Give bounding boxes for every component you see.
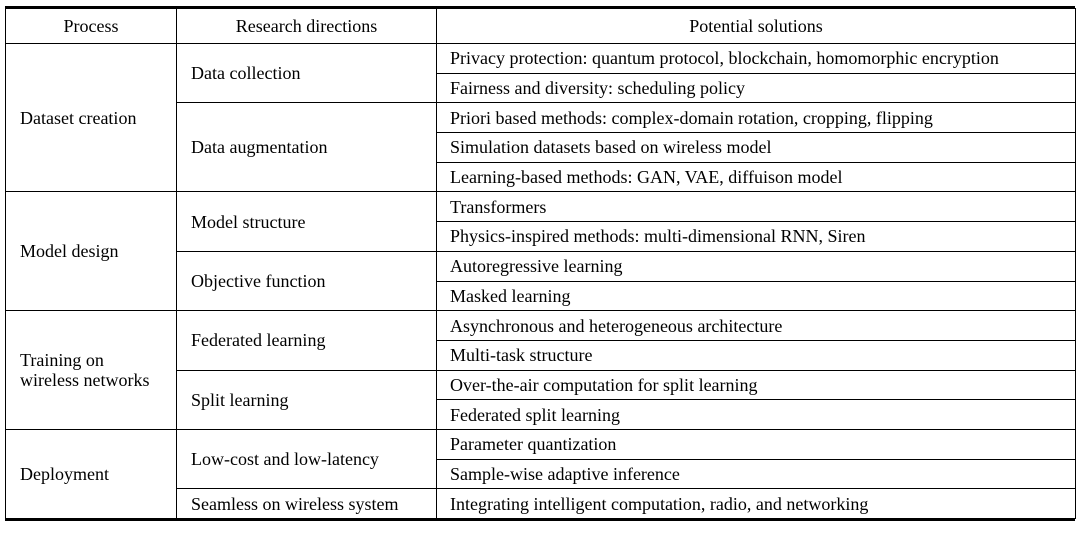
direction-cell: Seamless on wireless system [177,489,437,519]
process-line: wireless networks [20,370,150,391]
direction-cell: Federated learning [177,311,437,370]
solution-cell: Transformers [437,192,1076,222]
solution-cell: Privacy protection: quantum protocol, blockchain, homomorphic encryption [437,44,1076,74]
process-cell [6,311,177,430]
table-row [6,44,1076,74]
direction-cell: Data augmentation [177,103,437,192]
solution-cell: Integrating intelligent computation, radio, and networking [437,489,1076,519]
solution-cell: Parameter quantization [437,429,1076,459]
header-row [6,9,1076,44]
solution-cell: Federated split learning [437,400,1076,430]
direction-cell: Split learning [177,370,437,429]
table-wrapper [5,6,1075,521]
table-row [6,311,1076,341]
solution-cell: Over-the-air computation for split learning [437,370,1076,400]
header-research-directions: Research directions [177,9,437,44]
table-row [6,192,1076,222]
solution-cell: Physics-inspired methods: multi-dimensional RNN, Siren [437,222,1076,252]
header-process: Process [6,9,177,44]
process-cell: Deployment [6,429,177,518]
direction-cell: Objective function [177,251,437,310]
solution-cell: Multi-task structure [437,340,1076,370]
direction-cell: Data collection [177,44,437,103]
solution-cell: Masked learning [437,281,1076,311]
solution-cell: Priori based methods: complex-domain rotation, cropping, flipping [437,103,1076,133]
table-body [6,44,1076,519]
solution-cell: Asynchronous and heterogeneous architecture [437,311,1076,341]
table-header [6,9,1076,44]
solution-cell: Fairness and diversity: scheduling policy [437,73,1076,103]
header-potential-solutions: Potential solutions [437,9,1076,44]
solution-cell: Sample-wise adaptive inference [437,459,1076,489]
process-cell: Model design [6,192,177,311]
process-line: Training on [20,350,104,371]
research-directions-table [5,8,1076,519]
solution-cell: Learning-based methods: GAN, VAE, diffuison model [437,162,1076,192]
solution-cell: Autoregressive learning [437,251,1076,281]
process-cell: Dataset creation [6,44,177,192]
table-row [6,429,1076,459]
direction-cell: Low-cost and low-latency [177,429,437,488]
solution-cell: Simulation datasets based on wireless model [437,133,1076,163]
bottom-double-rule [5,519,1075,521]
direction-cell: Model structure [177,192,437,251]
